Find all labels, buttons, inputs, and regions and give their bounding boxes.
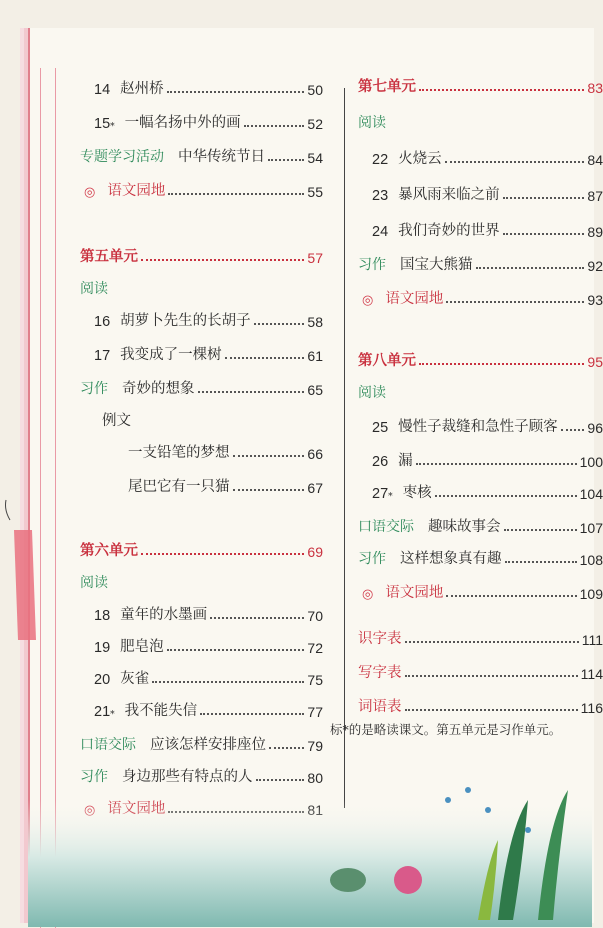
page-number: 96	[587, 420, 603, 436]
entry-title: 语文园地	[107, 183, 166, 199]
page-number: 57	[307, 250, 323, 266]
page-number: 69	[307, 544, 323, 560]
entry-title: 国宝大熊猫	[400, 257, 473, 273]
lesson-number: 21	[94, 704, 111, 720]
leader-dots	[168, 192, 304, 195]
entry-category: 口语交际	[80, 737, 136, 753]
toc-entry[interactable]	[80, 664, 323, 688]
leader-dots	[561, 428, 585, 431]
lesson-number: 14	[94, 82, 111, 98]
toc-entry[interactable]	[358, 412, 603, 436]
lesson-number: 15	[94, 116, 111, 132]
lesson-number: 23	[372, 188, 389, 204]
leader-dots	[405, 640, 579, 643]
leader-dots	[233, 488, 305, 491]
entry-category: 习作	[80, 769, 108, 785]
page-number: 111	[581, 632, 603, 648]
entry-title: 火烧云	[398, 151, 442, 167]
leader-dots	[167, 648, 305, 651]
page-number: 93	[587, 292, 603, 308]
leader-dots	[503, 196, 585, 199]
entry-title: 身边那些有特点的人	[122, 769, 253, 785]
leader-dots	[167, 90, 305, 93]
toc-entry[interactable]	[80, 340, 323, 364]
entry-title: 阅读	[80, 281, 108, 297]
entry-title: 一幅名扬中外的画	[124, 115, 241, 131]
entry-title: 肥皂泡	[120, 639, 164, 655]
entry-title: 漏	[398, 453, 413, 469]
page-number: 83	[587, 80, 603, 96]
entry-title: 尾巴它有一只猫	[128, 479, 230, 495]
toc-entry[interactable]	[358, 216, 603, 240]
page-number: 70	[307, 608, 323, 624]
page-number: 54	[307, 150, 323, 166]
toc-entry[interactable]	[358, 478, 603, 502]
toc-entry[interactable]	[358, 578, 603, 602]
entry-category: 专题学习活动	[80, 149, 164, 165]
toc-entry[interactable]	[358, 692, 603, 716]
entry-title: 阅读	[358, 385, 386, 401]
entry-title: 词语表	[358, 699, 402, 715]
leader-dots	[141, 258, 304, 261]
lesson-number: 16	[94, 314, 111, 330]
unit-heading[interactable]	[80, 536, 323, 560]
page-number: 75	[307, 672, 323, 688]
leader-dots	[504, 528, 577, 531]
page-number: 50	[307, 82, 323, 98]
lesson-number: 18	[94, 608, 111, 624]
leader-dots	[405, 674, 578, 677]
lesson-number: 24	[372, 224, 389, 240]
toc-entry[interactable]	[358, 624, 603, 648]
lesson-number: 25	[372, 420, 389, 436]
leader-dots	[244, 124, 305, 127]
leader-dots	[405, 708, 578, 711]
footnote: 标*的是略读课文。第五单元是习作单元。	[330, 722, 562, 737]
entry-title: 胡萝卜先生的长胡子	[120, 313, 251, 329]
column-divider	[344, 88, 345, 808]
toc-entry[interactable]	[80, 438, 323, 462]
toc-entry[interactable]	[358, 180, 603, 204]
toc-entry[interactable]	[80, 374, 323, 398]
entry-title: 赵州桥	[120, 81, 164, 97]
leader-dots	[268, 158, 304, 161]
skim-reading-star: *	[388, 492, 393, 502]
leader-dots	[210, 616, 304, 619]
entry-title: 语文园地	[385, 585, 444, 601]
entry-title: 慢性子裁缝和急性子顾客	[398, 419, 558, 435]
leader-dots	[419, 362, 584, 365]
toc-entry[interactable]	[80, 600, 323, 624]
entry-title: 例文	[102, 413, 131, 429]
leader-dots	[254, 322, 305, 325]
entry-title: 写字表	[358, 665, 402, 681]
lesson-number: 27	[372, 486, 389, 502]
lesson-number: 26	[372, 454, 389, 470]
toc-entry[interactable]	[80, 142, 323, 166]
toc-entry[interactable]	[80, 176, 323, 200]
page-number: 92	[587, 258, 603, 274]
leader-dots	[476, 266, 585, 269]
page-number: 100	[579, 454, 603, 470]
leader-dots	[503, 232, 585, 235]
section-heading	[358, 378, 603, 402]
leader-dots	[416, 462, 577, 465]
entry-title: 第五单元	[80, 248, 138, 265]
entry-title: 灰雀	[120, 671, 150, 687]
page-number: 95	[587, 354, 603, 370]
page-number: 80	[307, 770, 323, 786]
toc-entry[interactable]	[358, 512, 603, 536]
example-heading	[80, 406, 323, 430]
entry-title: 这样想象真有趣	[400, 551, 502, 567]
lesson-number: 22	[372, 152, 389, 168]
leader-dots	[446, 300, 584, 303]
garden-circle-icon: ◎	[362, 293, 374, 308]
page-number: 55	[307, 184, 323, 200]
leader-dots	[505, 560, 577, 563]
garden-circle-icon: ◎	[362, 587, 374, 602]
page-number: 116	[580, 700, 603, 716]
toc-entry[interactable]	[80, 74, 323, 98]
page-number: 108	[579, 552, 603, 568]
leader-dots	[446, 594, 576, 597]
toc-entry[interactable]	[80, 472, 323, 496]
toc-entry[interactable]	[80, 696, 323, 720]
entry-title: 我变成了一棵树	[120, 347, 222, 363]
entry-title: 第八单元	[358, 352, 416, 369]
page-number: 66	[307, 446, 323, 462]
toc-entry[interactable]	[80, 306, 323, 330]
page-number: 72	[307, 640, 323, 656]
toc-entry[interactable]	[358, 544, 603, 568]
toc-entry[interactable]	[358, 658, 603, 682]
toc-entry[interactable]	[80, 730, 323, 754]
entry-title: 暴风雨来临之前	[398, 187, 500, 203]
entry-title: 趣味故事会	[428, 519, 501, 535]
entry-title: 中华传统节日	[178, 149, 265, 165]
ocean-illustration	[28, 760, 592, 927]
toc-entry[interactable]	[80, 632, 323, 656]
entry-title: 奇妙的想象	[122, 381, 195, 397]
leader-dots	[435, 494, 577, 497]
page-number: 87	[587, 188, 603, 204]
page-number: 52	[307, 116, 323, 132]
entry-title: 应该怎样安排座位	[150, 737, 266, 753]
leader-dots	[419, 88, 584, 91]
page-number: 114	[580, 666, 603, 682]
entry-title: 阅读	[80, 575, 108, 591]
page-number: 65	[307, 382, 323, 398]
entry-title: 识字表	[358, 631, 402, 647]
skim-reading-star: *	[110, 122, 115, 132]
entry-title: 我不能失信	[124, 703, 198, 719]
unit-heading[interactable]	[358, 72, 603, 96]
entry-category: 习作	[80, 381, 108, 397]
page-number: 107	[579, 520, 603, 536]
toc-entry[interactable]	[358, 144, 603, 168]
lesson-number: 20	[94, 672, 111, 688]
page-number: 61	[307, 348, 323, 364]
lesson-number: 17	[94, 348, 111, 364]
entry-title: 一支铅笔的梦想	[128, 445, 230, 461]
page-number: 67	[307, 480, 323, 496]
garden-circle-icon: ◎	[84, 185, 96, 200]
toc-entry[interactable]	[358, 446, 603, 470]
leader-dots	[198, 390, 305, 393]
page-number: 79	[307, 738, 323, 754]
entry-category: 口语交际	[358, 519, 414, 535]
toc-entry[interactable]	[358, 284, 603, 308]
entry-category: 习作	[358, 551, 386, 567]
page-number: 104	[579, 486, 603, 502]
entry-title: 童年的水墨画	[120, 607, 208, 623]
lesson-number: 19	[94, 640, 111, 656]
entry-title: 枣核	[402, 485, 432, 501]
toc-entry[interactable]	[80, 108, 323, 132]
page-number: 89	[587, 224, 603, 240]
unit-heading[interactable]	[358, 346, 603, 370]
skim-reading-star: *	[110, 710, 115, 720]
leader-dots	[141, 552, 304, 555]
entry-title: 我们奇妙的世界	[398, 223, 500, 239]
unit-heading[interactable]	[80, 242, 323, 266]
leader-dots	[269, 746, 304, 749]
leader-dots	[152, 680, 304, 683]
page-number: 77	[307, 704, 323, 720]
leader-dots	[445, 160, 585, 163]
toc-entry[interactable]	[358, 250, 603, 274]
leader-dots	[200, 712, 304, 715]
entry-title: 第七单元	[358, 78, 416, 95]
entry-title: 语文园地	[385, 291, 444, 307]
leader-dots	[225, 356, 305, 359]
section-heading	[80, 568, 323, 592]
entry-title: 阅读	[358, 115, 386, 131]
entry-category: 习作	[358, 257, 386, 273]
section-heading	[358, 108, 603, 132]
page-number: 84	[587, 152, 603, 168]
section-heading	[80, 274, 323, 298]
page-number: 58	[307, 314, 323, 330]
ribbon-bookmark-icon	[0, 500, 40, 650]
leader-dots	[233, 454, 305, 457]
entry-title: 第六单元	[80, 542, 138, 559]
page-number: 109	[579, 586, 603, 602]
